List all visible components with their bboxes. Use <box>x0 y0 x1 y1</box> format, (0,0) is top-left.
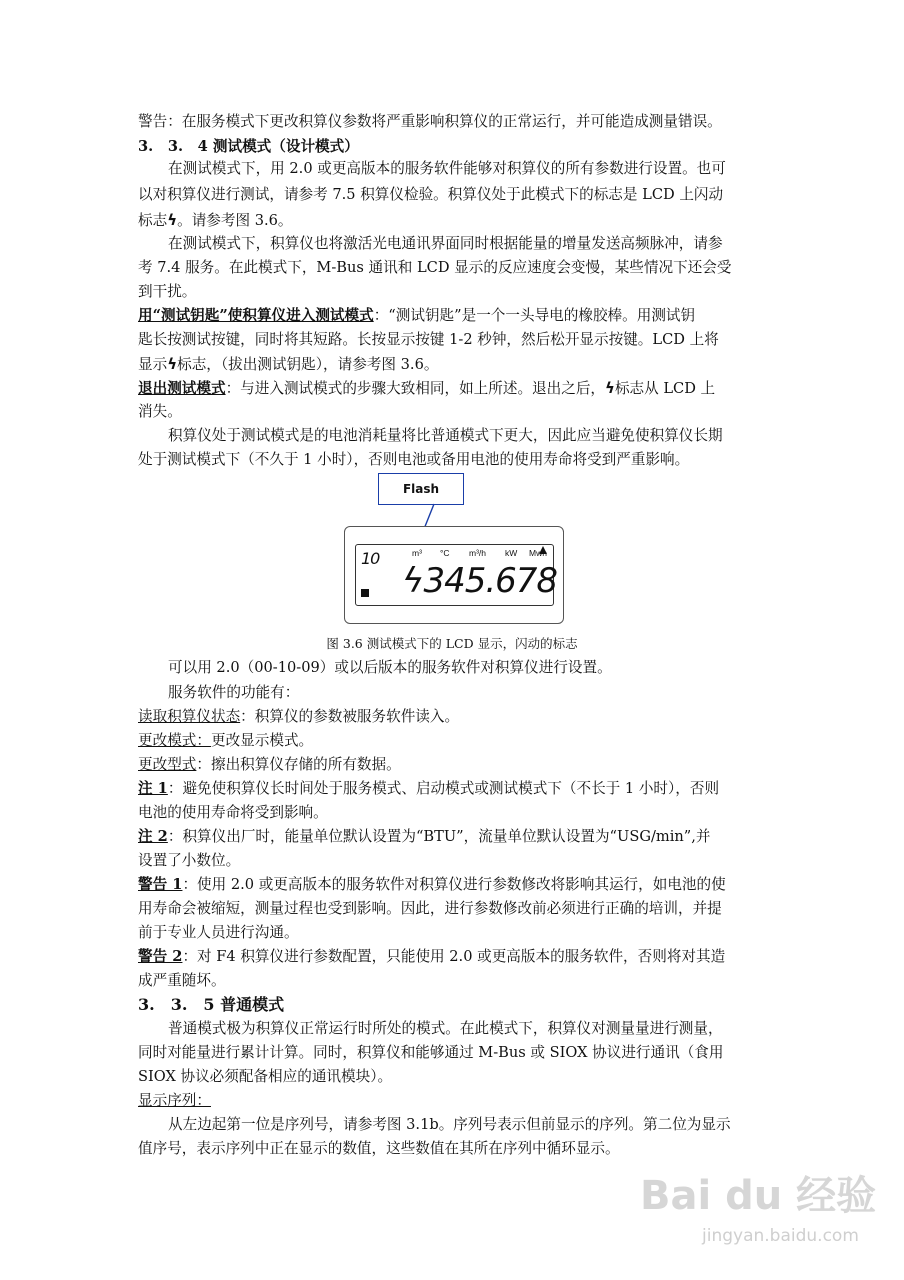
unit-m3: m³ <box>412 548 422 558</box>
text: 匙长按测试按键，同时将其短路。长按显示按键 1-2 秒钟，然后松开显示按键。LCD 上将 <box>138 331 719 348</box>
heading-text: 3. 3. 4 测试模式（设计模式） <box>138 138 359 155</box>
text: 设置了小数位。 <box>138 852 241 869</box>
paragraph-line <box>138 185 774 205</box>
figure-caption: 图 3.6 测试模式下的 LCD 显示，闪动的标志 <box>326 636 578 651</box>
baidu-watermark <box>640 1164 877 1264</box>
underlined-term: 用“测试钥匙”使积算仪进入测试模式 <box>138 307 374 324</box>
text: ：积算仪出厂时，能量单位默认设置为“BTU”，流量单位默认设置为“USG/min”,并 <box>167 828 711 845</box>
flash-icon: ϟ <box>402 561 424 601</box>
text: 考 7.4 服务。在此模式下，M-Bus 通讯和 LCD 显示的反应速度会变慢，某些情况下还会受 <box>138 259 732 276</box>
text: 消失。 <box>138 403 182 420</box>
unit-celsius: °C <box>440 548 450 558</box>
text: 警告：在服务模式下更改积算仪参数将严重影响积算仪的正常运行，并可能造成测量错误。 <box>138 113 722 130</box>
paragraph-line <box>168 426 774 446</box>
lcd-reading <box>402 562 557 600</box>
text: ：对 F4 积算仪进行参数配置，只能使用 2.0 或更高版本的服务软件，否则将对其造 <box>182 948 726 965</box>
text: ：避免使积算仪长时间处于服务模式、启动模式或测试模式下（不长于 1 小时），否则 <box>167 780 720 797</box>
underlined-term: 退出测试模式 <box>138 380 226 397</box>
paragraph-line <box>138 1067 774 1087</box>
underlined-term: 警告 2 <box>138 948 183 965</box>
note-line <box>138 827 774 847</box>
text: 服务软件的功能有： <box>168 684 300 701</box>
text: ：“测试钥匙”是一个一头导电的橡胶棒。用测试钥 <box>373 307 696 324</box>
sequence-number: 10 <box>361 549 380 568</box>
underlined-term: 显示序列： <box>138 1092 211 1109</box>
flash-callout: Flash <box>378 473 464 505</box>
text: 前于专业人员进行沟通。 <box>138 924 299 941</box>
warning-line <box>138 923 774 943</box>
text: 到干扰。 <box>138 283 197 300</box>
section-heading-test-mode <box>138 137 774 157</box>
text: 普通模式极为积算仪正常运行时所处的模式。在此模式下，积算仪对测量量进行测量， <box>168 1020 723 1037</box>
list-item <box>138 707 774 727</box>
lcd-display <box>355 544 558 606</box>
warning-line <box>138 875 774 895</box>
warning-line <box>138 971 774 991</box>
watermark-url: jingyan.baidu.com <box>702 1226 859 1246</box>
paragraph-line <box>138 306 774 326</box>
paragraph-line <box>138 330 774 350</box>
unit-indicator-triangle <box>539 546 547 554</box>
flash-icon: ϟ <box>605 379 615 397</box>
list-item <box>138 731 774 751</box>
unit-kw: kW <box>505 548 518 558</box>
text: 电池的使用寿命将受到影响。 <box>138 804 328 821</box>
text: 在测试模式下，用 2.0 或更高版本的服务软件能够对积算仪的所有参数进行设置。也可 <box>168 160 726 177</box>
flash-icon: ϟ <box>167 355 178 373</box>
text: 可以用 2.0（00-10-09）或以后版本的服务软件对积算仪进行设置。 <box>168 659 612 676</box>
paragraph-line <box>168 159 774 179</box>
warning-line <box>138 947 774 967</box>
status-block <box>361 589 369 597</box>
paragraph-line <box>168 234 774 254</box>
text: 积算仪处于测试模式是的电池消耗量将比普通模式下更大，因此应当避免使积算仪长期 <box>168 427 723 444</box>
text: 成严重随坏。 <box>138 972 226 989</box>
paragraph-line <box>168 658 774 678</box>
text: 标志 <box>138 212 168 229</box>
subheading-display-sequence <box>138 1091 774 1111</box>
note-line <box>138 779 774 799</box>
list-item <box>138 755 774 775</box>
section-heading-normal-mode <box>138 995 774 1015</box>
paragraph-line <box>138 282 774 302</box>
warning-line <box>138 112 774 132</box>
text: 用寿命会被缩短，测量过程也受到影响。因此，进行参数修改前必须进行正确的培训，并提 <box>138 900 722 917</box>
paragraph-line <box>138 1043 774 1063</box>
text: 更改显示模式。 <box>210 732 314 749</box>
text: 同时对能量进行累计计算。同时，积算仪和能够通过 M-Bus 或 SIOX 协议进行通讯（食用 <box>138 1044 724 1061</box>
paragraph-line <box>138 258 774 278</box>
underlined-term: 警告 1 <box>138 876 183 893</box>
text: 值序号，表示序列中正在显示的数值，这些数值在其所在序列中循环显示。 <box>138 1140 620 1157</box>
text: 显示 <box>138 356 168 373</box>
paragraph-line <box>138 378 774 399</box>
text: 标志，（拔出测试钥匙），请参考图 3.6。 <box>177 356 439 373</box>
warning-line <box>138 899 774 919</box>
text: SIOX 协议必须配备相应的通讯模块）。 <box>138 1068 393 1085</box>
text: 在测试模式下，积算仪也将激活光电通讯界面同时根据能量的增量发送高频脉冲，请参 <box>168 235 723 252</box>
underlined-term: 注 2 <box>138 828 168 845</box>
paragraph-line <box>168 683 774 703</box>
heading-text: 3. 3. 5 普通模式 <box>138 995 285 1014</box>
text: 标志从 LCD 上 <box>614 380 716 397</box>
text: 以对积算仪进行测试，请参考 7.5 积算仪检验。积算仪处于此模式下的标志是 LCD 上闪动 <box>138 186 724 203</box>
text: ：擦出积算仪存储的所有数据。 <box>196 756 401 773</box>
underlined-term: 注 1 <box>138 780 168 797</box>
watermark-logo: Bai du 经验 <box>640 1173 877 1219</box>
lcd-frame <box>344 526 564 624</box>
lcd-figure <box>344 470 564 626</box>
underlined-term: 读取积算仪状态 <box>138 708 241 725</box>
note-line <box>138 851 774 871</box>
paragraph-line <box>138 354 774 375</box>
paragraph-line <box>168 1115 774 1135</box>
unit-mwh: Mwh <box>529 548 547 558</box>
paragraph-line <box>138 1139 774 1159</box>
paragraph-line <box>138 210 774 231</box>
text: ：使用 2.0 或更高版本的服务软件对积算仪进行参数修改将影响其运行，如电池的使 <box>182 876 726 893</box>
text: 从左边起第一位是序列号，请参考图 3.1b。序列号表示但前显示的序列。第二位为显示 <box>168 1116 731 1133</box>
display-value: 345.678 <box>423 561 558 601</box>
paragraph-line <box>168 1019 774 1039</box>
flash-icon: ϟ <box>167 211 178 229</box>
paragraph-line <box>138 450 774 470</box>
unit-m3h: m³/h <box>469 548 486 558</box>
underlined-term: 更改型式 <box>138 756 197 773</box>
text: 处于测试模式下（不久于 1 小时），否则电池或备用电池的使用寿命将受到严重影响。 <box>138 451 690 468</box>
text: ：与进入测试模式的步骤大致相同，如上所述。退出之后， <box>225 380 606 397</box>
paragraph-line <box>138 402 774 422</box>
note-line <box>138 803 774 823</box>
text: ：积算仪的参数被服务软件读入。 <box>240 708 460 725</box>
text: 。请参考图 3.6。 <box>177 212 293 229</box>
underlined-term: 更改模式： <box>138 732 211 749</box>
